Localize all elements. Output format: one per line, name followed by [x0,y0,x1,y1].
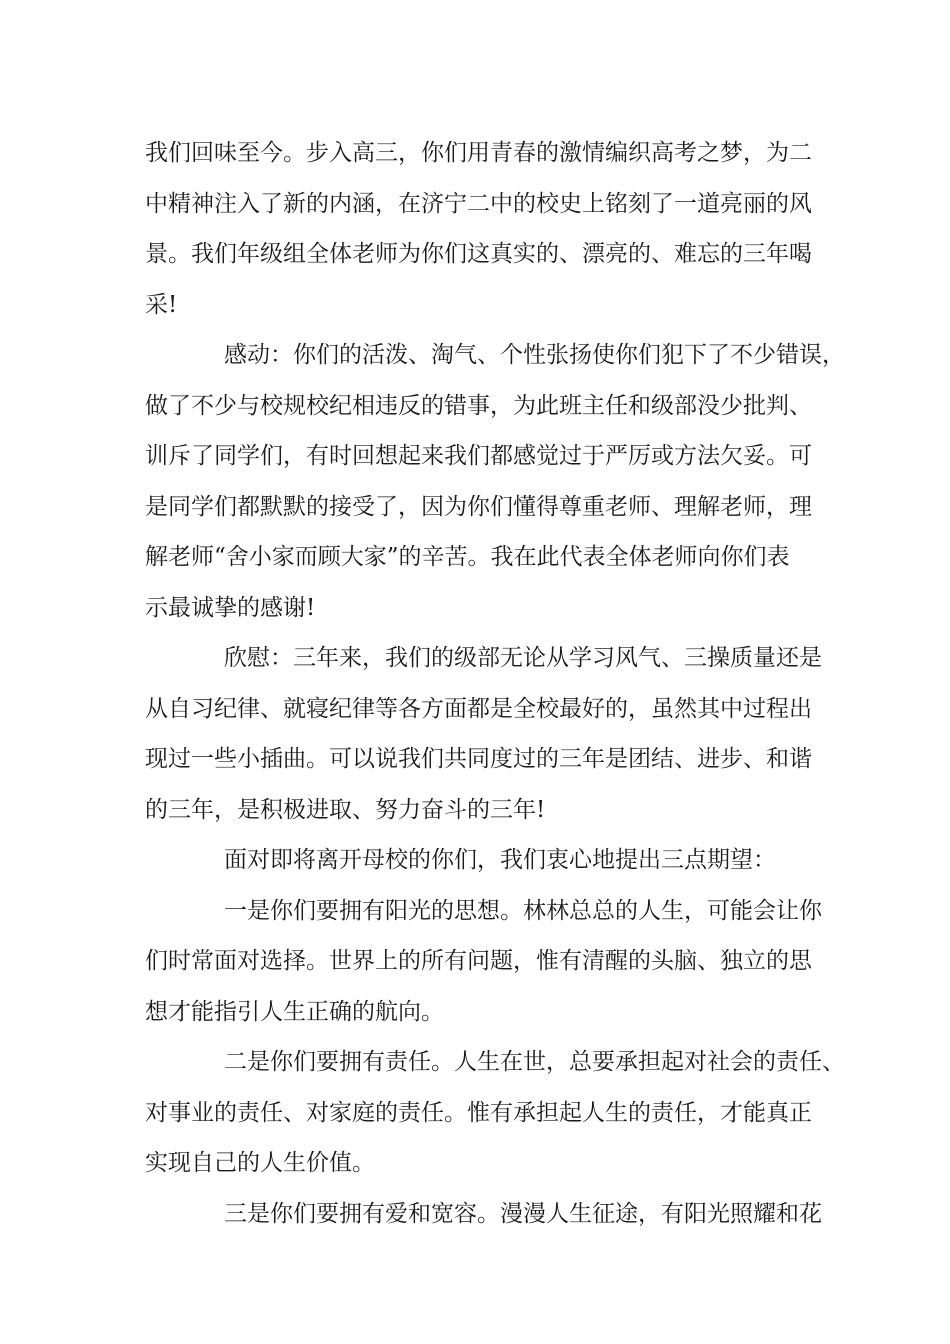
text-line-13: 现过一些小插曲。可以说我们共同度过的三年是团结、进步、和谐 [145,746,812,772]
text-line-22: 三是你们要拥有爱和宽容。漫漫人生征途，有阳光照耀和花 [224,1200,822,1227]
text-line-5: 感动：你们的活泼、淘气、个性张扬使你们犯下了不少错误， [224,342,845,368]
text-line-6: 做了不少与校规校纪相违反的错事，为此班主任和级部没少批判、 [145,392,812,419]
text-line-8: 是同学们都默默的接受了，因为你们懂得尊重老师、理解老师，理 [145,493,812,520]
text-line-1: 我们回味至今。步入高三，你们用青春的激情编织高考之梦，为二 [145,140,812,166]
text-line-10: 示最诚挚的感谢! [145,594,316,621]
text-line-20: 对事业的责任、对家庭的责任。惟有承担起人生的责任，才能真正 [145,1099,812,1126]
text-line-15: 面对即将离开母校的你们，我们衷心地提出三点期望： [224,847,776,873]
text-line-19: 二是你们要拥有责任。人生在世，总要承担起对社会的责任、 [224,1049,845,1075]
text-line-4: 采! [145,291,178,318]
text-line-14: 的三年，是积极进取、努力奋斗的三年! [145,796,546,823]
text-line-21: 实现自己的人生价值。 [145,1150,375,1176]
text-line-9: 解老师“舍小家而顾大家”的辛苦。我在此代表全体老师向你们表 [145,544,790,570]
text-line-16: 一是你们要拥有阳光的思想。林林总总的人生，可能会让你 [224,897,822,924]
text-line-18: 想才能指引人生正确的航向。 [145,998,444,1025]
text-line-12: 从自习纪律、就寝纪律等各方面都是全校最好的，虽然其中过程出 [145,695,812,722]
text-line-3: 景。我们年级组全体老师为你们这真实的、漂亮的、难忘的三年喝 [145,241,812,267]
document-body [145,128,845,1239]
text-line-11: 欣慰：三年来，我们的级部无论从学习风气、三操质量还是 [224,645,822,671]
text-line-7: 训斥了同学们，有时回想起来我们都感觉过于严厉或方法欠妥。可 [145,443,812,469]
text-line-17: 们时常面对选择。世界上的所有问题，惟有清醒的头脑、独立的思 [145,948,812,974]
text-line-2: 中精神注入了新的内涵，在济宁二中的校史上铭刻了一道亮丽的风 [145,190,812,217]
